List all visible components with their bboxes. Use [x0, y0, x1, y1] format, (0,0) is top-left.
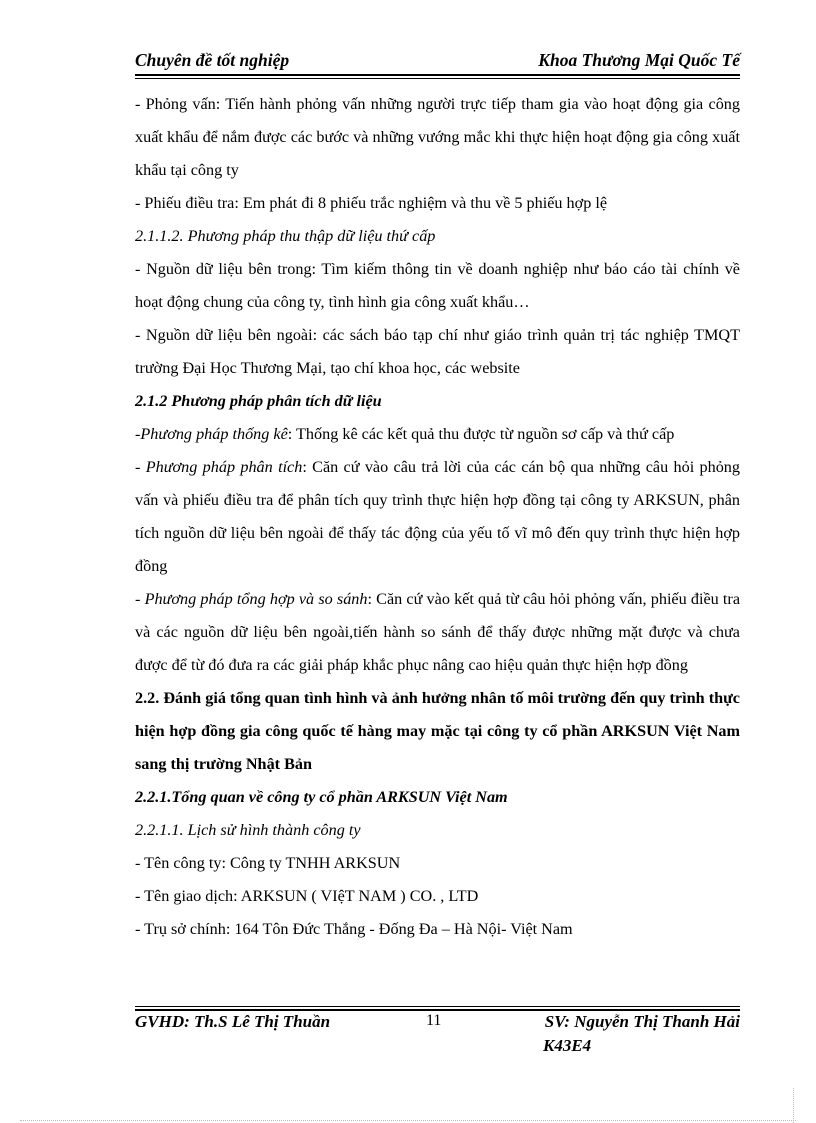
page-header [135, 50, 740, 72]
paragraph [135, 583, 740, 682]
header-left: Chuyên đề tốt nghiệp [135, 50, 290, 70]
paragraph-text: : Thống kê các kết quả thu được từ nguồn sơ cấp và thứ cấp [287, 425, 675, 443]
paragraph-lead: - Phương pháp tổng hợp và so sánh [135, 590, 368, 608]
paragraph-text: 2.1.1.2. Phương pháp thu thập dữ liệu thứ cấp [135, 227, 436, 245]
paragraph-text: - Tên giao dịch: ARKSUN ( VIệT NAM ) CO. , LTD [135, 887, 479, 905]
paragraph-text: 2.2.1.Tổng quan về công ty cổ phần ARKSUN Việt Nam [135, 788, 508, 806]
paragraph-text: - Phiếu điều tra: Em phát đi 8 phiếu trắc nghiệm và thu về 5 phiếu hợp lệ [135, 194, 608, 212]
paragraph-text: 2.2. Đánh giá tổng quan tình hình và ảnh hưởng nhân tố môi trường đến quy trình thực hiện hợp đồng gia công quốc tế hàng may mặc tại công ty cổ phần ARKSUN Việt Nam sang thị trường Nhật Bản [135, 689, 740, 773]
paragraph-text: - Tên công ty: Công ty TNHH ARKSUN [135, 854, 401, 872]
footer-class: K43E4 [543, 1036, 592, 1055]
paragraph [135, 220, 740, 253]
page-edge-dots [20, 1120, 796, 1121]
paragraph [135, 88, 740, 187]
paragraph-lead: - Phương pháp phân tích [135, 458, 303, 476]
paragraph-text: : Căn cứ vào kết quả từ câu hỏi phỏng vấn, phiếu điều tra và các nguồn dữ liệu bên ngoài,tiến hành so sánh để thấy được những mặt được và chưa được để từ đó đưa ra các giải pháp khắc phục nâng cao hiệu quản thực hiện hợp đồng [135, 590, 741, 674]
paragraph [135, 682, 740, 781]
header-rule [135, 74, 740, 76]
paragraph [135, 451, 740, 583]
paragraph [135, 385, 740, 418]
header-right: Khoa Thương Mại Quốc Tế [538, 50, 740, 70]
paragraph-text: 2.1.2 Phương pháp phân tích dữ liệu [135, 392, 382, 410]
paragraph [135, 187, 740, 220]
paragraph [135, 253, 740, 319]
body-content [135, 88, 740, 946]
paragraph-lead: -Phương pháp thống kê [135, 425, 288, 443]
paragraph [135, 847, 740, 880]
paragraph [135, 781, 740, 814]
paragraph-text: - Phỏng vấn: Tiến hành phỏng vấn những người trực tiếp tham gia vào hoạt động gia công xuất khẩu để nắm được các bước và những vướng mắc khi thực hiện hoạt động gia công xuất khẩu tại công ty [135, 95, 740, 179]
paragraph-text: : Căn cứ vào câu trả lời của các cán bộ qua những câu hỏi phỏng vấn và phiếu điều tra để phân tích quy trình thực hiện hợp đồng tại công ty ARKSUN, phân tích nguồn dữ liệu bên ngoài để thấy tác động của yếu tố vĩ mô đến quy trình thực hiện hợp đồng [135, 458, 740, 575]
paragraph [135, 913, 740, 946]
paragraph [135, 319, 740, 385]
header-rule-thin [135, 78, 740, 79]
paragraph-text: - Nguồn dữ liệu bên ngoài: các sách báo tạp chí như giáo trình quản trị tác nghiệp TMQT trường Đại Học Thương Mại, tạo chí khoa học, các website [135, 326, 740, 377]
page-footer [135, 1012, 740, 1062]
paragraph [135, 814, 740, 847]
footer-advisor: GVHD: Th.S Lê Thị Thuần [135, 1012, 331, 1031]
footer-rule [135, 1009, 740, 1011]
paragraph [135, 880, 740, 913]
footer-student: SV: Nguyễn Thị Thanh Hải [544, 1012, 740, 1031]
paragraph-text: 2.2.1.1. Lịch sử hình thành công ty [135, 821, 361, 839]
page-number: 11 [426, 1012, 442, 1029]
paragraph-text: - Nguồn dữ liệu bên trong: Tìm kiếm thông tin về doanh nghiệp như báo cáo tài chính về hoạt động chung của công ty, tình hình gia công xuất khẩu… [135, 260, 740, 311]
paragraph-text: - Trụ sở chính: 164 Tôn Đức Thắng - Đống Đa – Hà Nội- Việt Nam [135, 920, 573, 938]
page-edge-dots-vertical [793, 1088, 794, 1123]
paragraph [135, 418, 740, 451]
footer-rule-thin [135, 1006, 740, 1007]
